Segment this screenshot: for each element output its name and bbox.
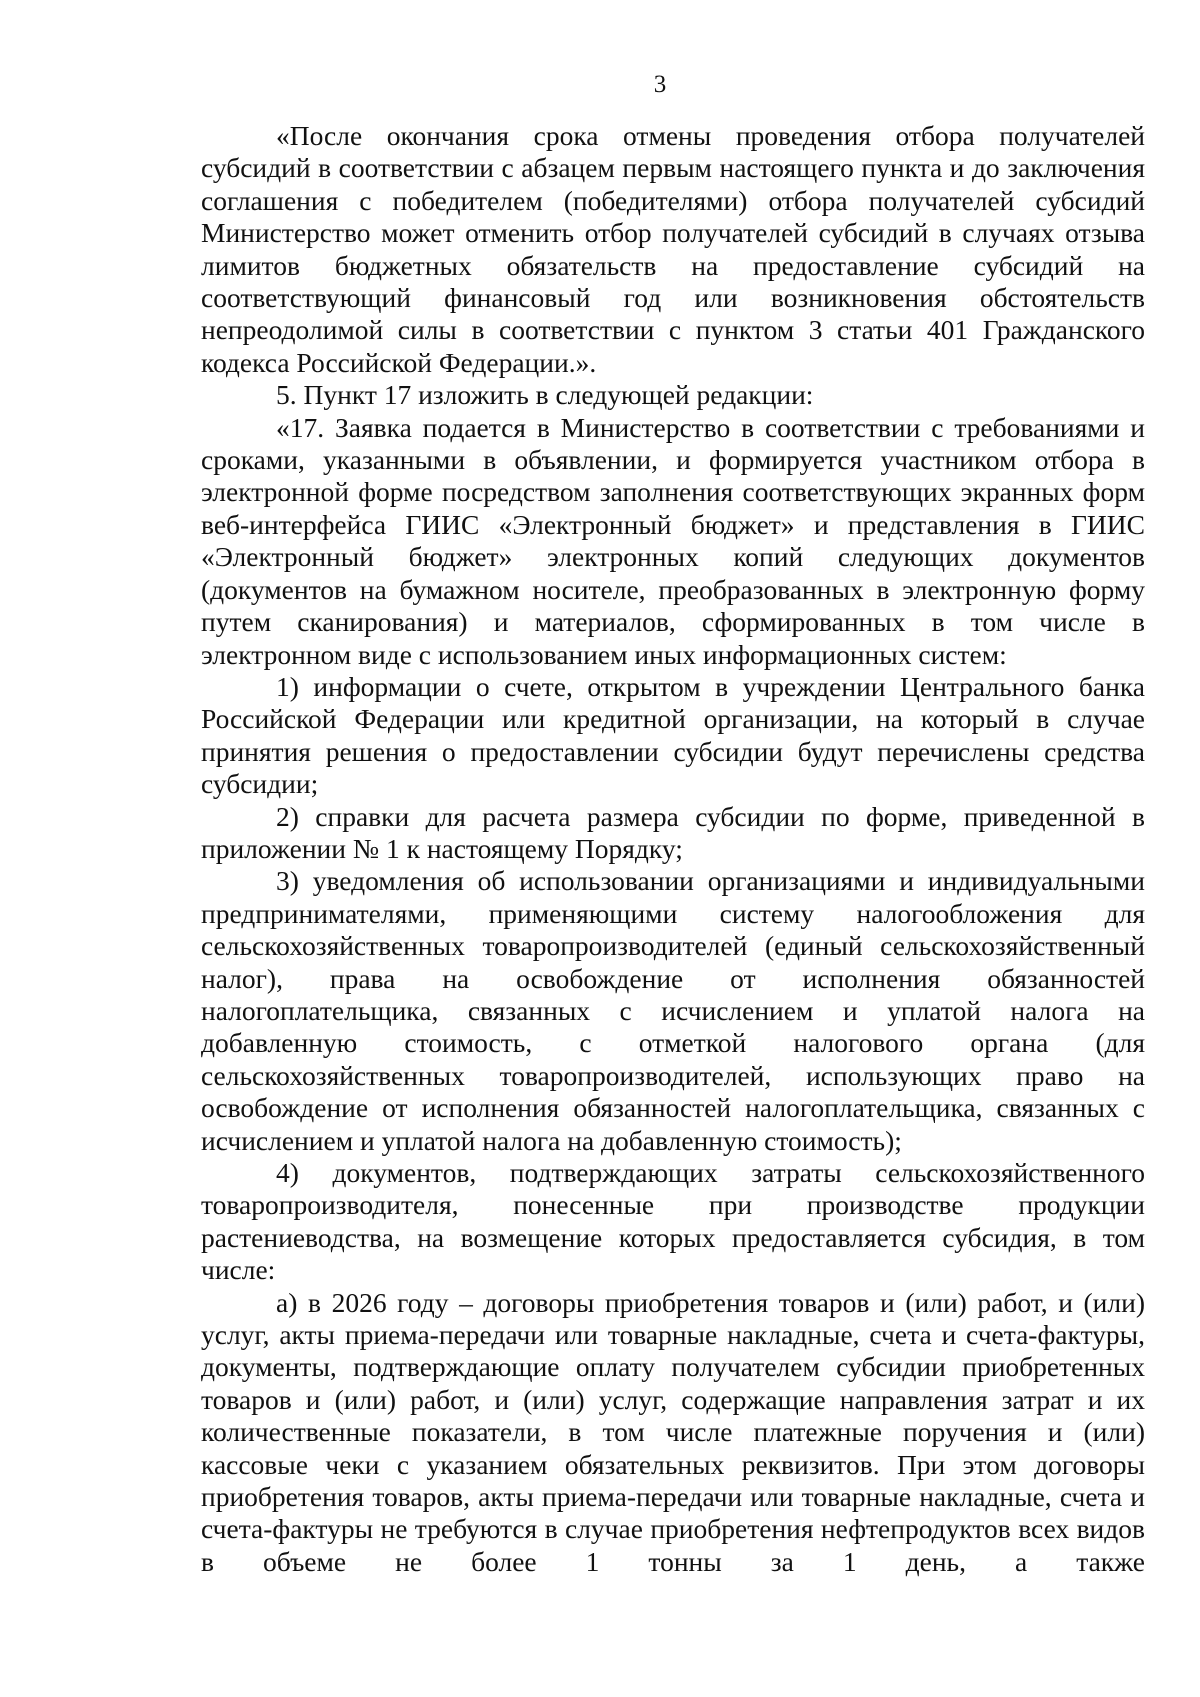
paragraph-otbor-cancellation: «После окончания срока отмены проведения отбора получателей субсидий в соответствии с абзацем первым настоящего пункта и до заключения соглашения с победителем (победителями) отбора получателей субсидий Министерство может отменить отбор получателей субсидий в случаях отзыва лимитов бюджетных обязательств на предоставление субсидий на соответствующий финансовый год или возникновения обстоятельств непреодолимой силы в соответствии с пунктом 3 статьи 401 Гражданского кодекса Российской Федерации.». [201,120,1145,378]
paragraph-subitem-4: 4) документов, подтверждающих затраты сельскохозяйственного товаропроизводителя, понесенные при производстве продукции растениеводства, на возмещение которых предоставляется субсидия, в том числе: [201,1157,1145,1286]
document-body [201,120,1145,1578]
page-number: 3 [653,71,667,98]
paragraph-subitem-a: а) в 2026 году – договоры приобретения товаров и (или) работ, и (или) услуг, акты приема-передачи или товарные накладные, счета и счета-фактуры, документы, подтверждающие оплату получателем субсидии приобретенных товаров и (или) работ, и (или) услуг, содержащие направления затрат и их количественные показатели, в том числе платежные поручения и (или) кассовые чеки с указанием обязательных реквизитов. При этом договоры приобретения товаров, акты приема-передачи или товарные накладные, счета и счета-фактуры не требуются в случае приобретения нефтепродуктов всех видов в объеме не более 1 тонны за 1 день, а также [201,1286,1145,1577]
paragraph-subitem-3: 3) уведомления об использовании организациями и индивидуальными предпринимателями, применяющими систему налогообложения для сельскохозяйственных товаропроизводителей (единый сельскохозяйственный налог), права на освобождение от исполнения обязанностей налогоплательщика, связанных с исчислением и уплатой налога на добавленную стоимость, с отметкой налогового органа (для сельскохозяйственных товаропроизводителей, использующих право на освобождение от исполнения обязанностей налогоплательщика, связанных с исчислением и уплатой налога на добавленную стоимость); [201,865,1145,1156]
paragraph-item-17: «17. Заявка подается в Министерство в соответствии с требованиями и сроками, указанными в объявлении, и формируется участником отбора в электронной форме посредством заполнения соответствующих экранных форм веб-интерфейса ГИИС «Электронный бюджет» и представления в ГИИС «Электронный бюджет» электронных копий следующих документов (документов на бумажном носителе, преобразованных в электронную форму путем сканирования) и материалов, сформированных в том числе в электронном виде с использованием иных информационных систем: [201,411,1145,670]
paragraph-subitem-1: 1) информации о счете, открытом в учреждении Центрального банка Российской Федерации или кредитной организации, на который в случае принятия решения о предоставлении субсидии будут перечислены средства субсидии; [201,670,1145,800]
paragraph-subitem-2: 2) справки для расчета размера субсидии по форме, приведенной в приложении № 1 к настоящему Порядку; [201,800,1145,864]
paragraph-item-5: 5. Пункт 17 изложить в следующей редакции: [276,379,814,411]
